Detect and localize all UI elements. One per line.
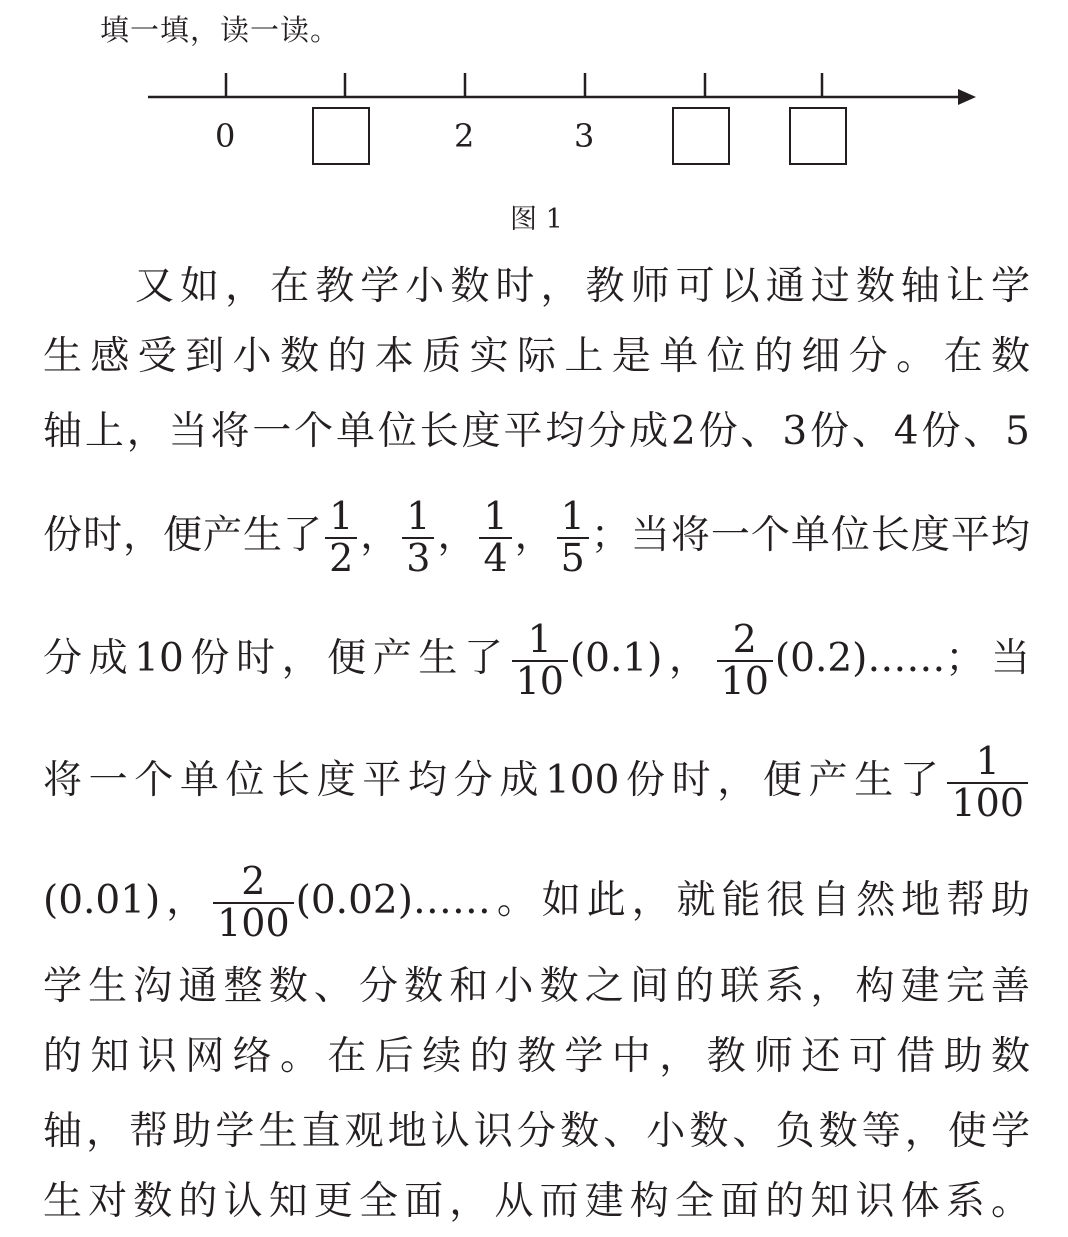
text-segment: 份时，便产生了 <box>43 512 324 558</box>
text-segment: 又如，在教学小数时，教师可以通过数轴让学 <box>135 264 1030 309</box>
exercise-title: 填一填，读一读。 <box>100 13 341 47</box>
fraction <box>717 617 773 703</box>
numerator: 1 <box>527 617 552 661</box>
fraction <box>325 494 357 580</box>
denominator: 10 <box>717 660 773 702</box>
numerator: 1 <box>483 494 508 538</box>
text-segment: ， <box>436 512 478 558</box>
text-line <box>43 407 1030 457</box>
text-segment: 生对数的认知更全面，从而建构全面的知识体系。 <box>43 1179 1030 1224</box>
text-segment: 学生沟通整数、分数和小数之间的联系，构建完善 <box>43 964 1030 1009</box>
denominator: 4 <box>479 537 511 579</box>
axis-arrow-icon <box>958 89 976 105</box>
text-segment: 轴，帮助学生直观地认识分数、小数、负数等，使学 <box>43 1109 1030 1154</box>
answer-box[interactable] <box>789 107 847 165</box>
text-segment: 生感受到小数的本质实际上是单位的细分。在数 <box>43 334 1030 379</box>
fraction <box>402 494 434 580</box>
text-line <box>43 1177 1030 1227</box>
numerator: 1 <box>560 494 585 538</box>
fraction <box>479 494 511 580</box>
text-segment: ， <box>513 512 555 558</box>
text-line <box>43 739 1030 825</box>
tick-label: 0 <box>215 117 236 155</box>
numerator: 1 <box>329 494 354 538</box>
fraction <box>213 859 294 945</box>
numerator: 2 <box>241 859 266 903</box>
fraction <box>947 739 1028 825</box>
text-segment: (0.02)……。如此，就能很自然地帮助 <box>295 877 1030 923</box>
text-segment: ；当将一个单位长度平均 <box>590 512 1030 558</box>
text-segment: 轴上，当将一个单位长度平均分成2份、3份、4份、5 <box>43 409 1030 454</box>
text-segment: 分成10份时，便产生了 <box>43 635 510 681</box>
numerator: 1 <box>975 739 1000 783</box>
answer-box[interactable] <box>312 107 370 165</box>
tick-label: 3 <box>574 117 595 155</box>
fraction <box>557 494 589 580</box>
text-line <box>43 1107 1030 1157</box>
text-line <box>43 859 1030 945</box>
numerator: 2 <box>732 617 757 661</box>
denominator: 100 <box>947 782 1028 824</box>
denominator: 5 <box>557 537 589 579</box>
denominator: 100 <box>213 902 294 944</box>
figure-caption: 图 1 <box>510 204 563 235</box>
denominator: 2 <box>325 537 357 579</box>
answer-box[interactable] <box>672 107 730 165</box>
text-segment: 将一个单位长度平均分成100份时，便产生了 <box>43 757 946 803</box>
denominator: 10 <box>512 660 568 702</box>
text-segment: (0.01)， <box>43 877 212 923</box>
tick-label: 2 <box>454 117 475 155</box>
text-segment: 的知识网络。在后续的教学中，教师还可借助数 <box>43 1034 1030 1079</box>
text-line <box>43 494 1030 580</box>
text-line <box>43 332 1030 382</box>
text-segment: (0.1)， <box>569 635 715 681</box>
denominator: 3 <box>402 537 434 579</box>
text-segment: ， <box>359 512 401 558</box>
text-line <box>43 617 1030 703</box>
text-line <box>43 1032 1030 1082</box>
text-segment: (0.2)……；当 <box>774 635 1030 681</box>
text-line <box>43 962 1030 1012</box>
text-line <box>135 262 1030 312</box>
number-line <box>0 60 1068 110</box>
numerator: 1 <box>406 494 431 538</box>
fraction <box>512 617 568 703</box>
